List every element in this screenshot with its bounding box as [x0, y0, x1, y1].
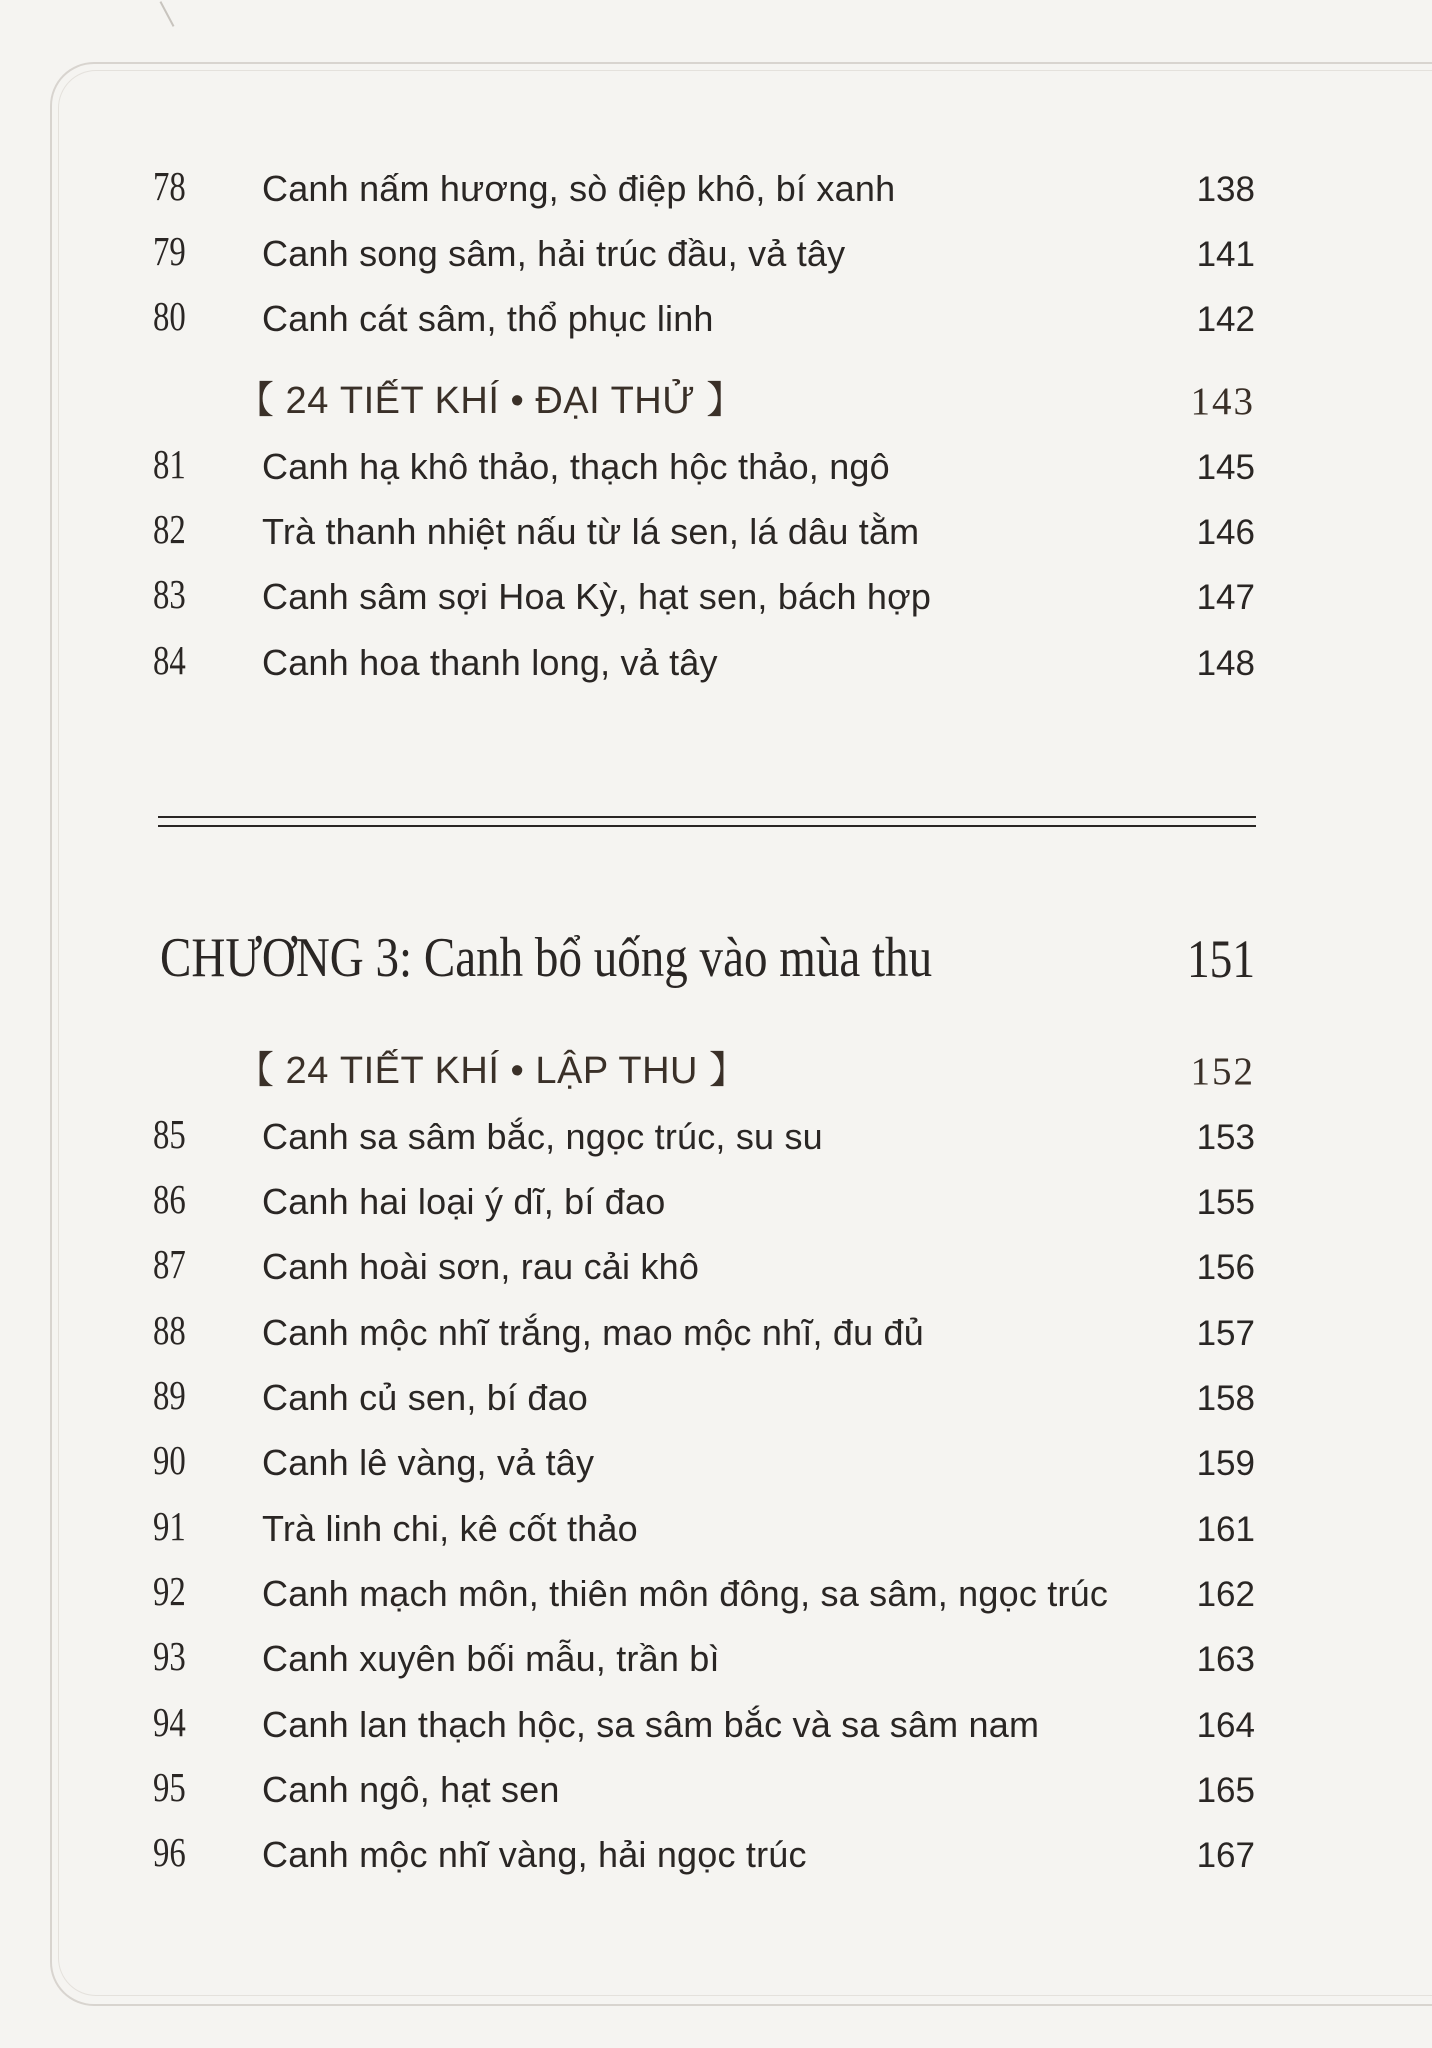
section-page: 143 — [1190, 380, 1255, 423]
entry-number: 96 — [153, 1829, 186, 1875]
entry-number: 81 — [153, 441, 186, 487]
entry-number: 94 — [153, 1699, 186, 1745]
toc-entry — [0, 162, 1432, 218]
entry-page: 157 — [1196, 1314, 1255, 1353]
entry-page: 162 — [1196, 1575, 1255, 1614]
entry-number: 82 — [153, 506, 186, 552]
entry-page: 138 — [1196, 170, 1255, 209]
toc-entry — [0, 1175, 1432, 1231]
entry-page: 146 — [1196, 513, 1255, 552]
entry-page: 141 — [1196, 235, 1255, 274]
entry-title: Trà linh chi, kê cốt thảo — [262, 1508, 638, 1549]
entry-number: 87 — [153, 1241, 186, 1287]
entry-page: 159 — [1196, 1444, 1255, 1483]
entry-title: Canh mạch môn, thiên môn đông, sa sâm, ngọc trúc — [262, 1573, 1109, 1614]
entry-title: Canh củ sen, bí đao — [262, 1377, 589, 1418]
toc-entry — [0, 1632, 1432, 1688]
entry-title: Canh cát sâm, thổ phục linh — [262, 298, 714, 339]
toc-entry — [0, 1763, 1432, 1819]
section-heading-lap-thu — [0, 1042, 1432, 1102]
entry-number: 80 — [153, 293, 186, 339]
toc-entry — [0, 227, 1432, 283]
entry-title: Canh song sâm, hải trúc đầu, vả tây — [262, 233, 846, 274]
entry-page: 167 — [1196, 1836, 1255, 1875]
entry-number: 90 — [153, 1437, 186, 1483]
entry-number: 95 — [153, 1764, 186, 1810]
entry-title: Canh sa sâm bắc, ngọc trúc, su su — [262, 1116, 823, 1157]
entry-page: 145 — [1196, 448, 1255, 487]
toc-entry — [0, 1502, 1432, 1558]
entry-title: Canh nấm hương, sò điệp khô, bí xanh — [262, 168, 896, 209]
entry-number: 84 — [153, 637, 186, 683]
entry-title: Canh sâm sợi Hoa Kỳ, hạt sen, bách hợp — [262, 576, 932, 617]
toc-entry — [0, 570, 1432, 626]
toc-entry — [0, 636, 1432, 692]
entry-number: 89 — [153, 1372, 186, 1418]
entry-page: 155 — [1196, 1183, 1255, 1222]
entry-title: Canh lan thạch hộc, sa sâm bắc và sa sâm nam — [262, 1704, 1040, 1745]
toc-entry — [0, 1828, 1432, 1884]
entry-page: 147 — [1196, 578, 1255, 617]
entry-title: Trà thanh nhiệt nấu từ lá sen, lá dâu tằm — [262, 511, 920, 552]
entry-title: Canh lê vàng, vả tây — [262, 1442, 595, 1483]
entry-number: 78 — [153, 163, 186, 209]
entry-page: 165 — [1196, 1771, 1255, 1810]
toc-entry — [0, 1436, 1432, 1492]
entry-number: 86 — [153, 1176, 186, 1222]
entry-title: Canh mộc nhĩ vàng, hải ngọc trúc — [262, 1834, 807, 1875]
corner-mark — [160, 1, 175, 27]
section-heading-dai-thu — [0, 372, 1432, 432]
entry-page: 148 — [1196, 644, 1255, 683]
entry-title: Canh hạ khô thảo, thạch hộc thảo, ngô — [262, 446, 890, 487]
entry-page: 163 — [1196, 1640, 1255, 1679]
toc-entry — [0, 1567, 1432, 1623]
divider-rule — [158, 825, 1256, 827]
toc-entry — [0, 1110, 1432, 1166]
entry-title: Canh mộc nhĩ trắng, mao mộc nhĩ, đu đủ — [262, 1312, 924, 1353]
toc-entry — [0, 505, 1432, 561]
toc-entry — [0, 292, 1432, 348]
chapter-heading — [0, 920, 1432, 1000]
entry-number: 83 — [153, 571, 186, 617]
chapter-page: 151 — [1186, 929, 1255, 989]
entry-title: Canh hoa thanh long, vả tây — [262, 642, 718, 683]
section-label: 【 24 TIẾT KHÍ • ĐẠI THỬ 】 — [236, 380, 745, 422]
chapter-title: CHƯƠNG 3: Canh bổ uống vào mùa thu — [160, 927, 933, 989]
toc-entry — [0, 1698, 1432, 1754]
entry-number: 79 — [153, 228, 186, 274]
toc-entry — [0, 440, 1432, 496]
toc-entry — [0, 1240, 1432, 1296]
entry-page: 142 — [1196, 300, 1255, 339]
entry-title: Canh ngô, hạt sen — [262, 1769, 560, 1810]
entry-page: 156 — [1196, 1248, 1255, 1287]
entry-page: 164 — [1196, 1706, 1255, 1745]
entry-page: 158 — [1196, 1379, 1255, 1418]
toc-entry — [0, 1306, 1432, 1362]
entry-page: 161 — [1196, 1510, 1255, 1549]
entry-number: 85 — [153, 1111, 186, 1157]
entry-number: 93 — [153, 1633, 186, 1679]
entry-page: 153 — [1196, 1118, 1255, 1157]
section-page: 152 — [1190, 1050, 1255, 1093]
entry-title: Canh hoài sơn, rau cải khô — [262, 1246, 700, 1287]
toc-entry — [0, 1371, 1432, 1427]
entry-title: Canh xuyên bối mẫu, trần bì — [262, 1638, 720, 1679]
divider-rule — [158, 816, 1256, 818]
entry-number: 91 — [153, 1503, 186, 1549]
entry-number: 88 — [153, 1307, 186, 1353]
entry-title: Canh hai loại ý dĩ, bí đao — [262, 1181, 666, 1222]
entry-number: 92 — [153, 1568, 186, 1614]
section-label: 【 24 TIẾT KHÍ • LẬP THU 】 — [236, 1050, 748, 1092]
